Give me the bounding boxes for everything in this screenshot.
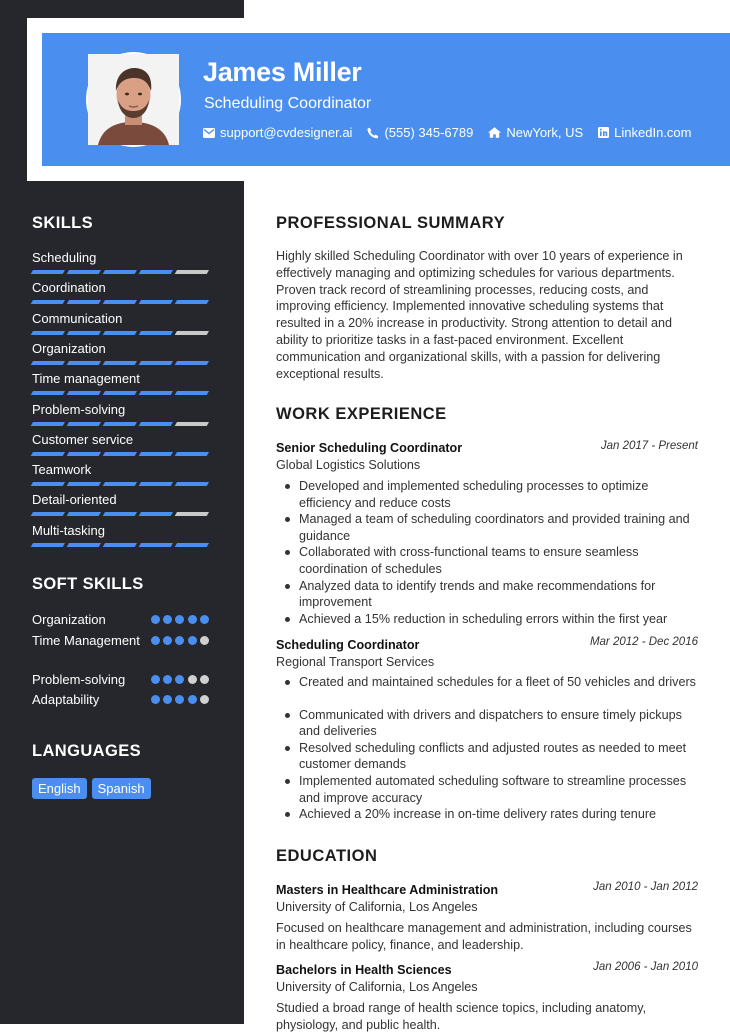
skill-row: [32, 311, 212, 335]
experience-heading: WORK EXPERIENCE: [276, 405, 447, 423]
job-bullet: Achieved a 15% reduction in scheduling errors within the first year: [282, 611, 702, 628]
skill-name: Problem-solving: [32, 401, 126, 417]
degree-title: Bachelors in Health Sciences: [276, 963, 452, 977]
job-bullet: Managed a team of scheduling coordinators and provided training and guidance: [282, 511, 702, 544]
soft-skill-rating: [151, 636, 212, 645]
job-bullet: Implemented automated scheduling software to streamline processes and improve accuracy: [282, 773, 702, 806]
rating-dot: [163, 615, 172, 624]
degree-date: Jan 2006 - Jan 2010: [593, 961, 698, 973]
skill-name: Detail-oriented: [32, 492, 117, 508]
contact-location[interactable]: [488, 125, 583, 140]
skill-level-segment: [139, 543, 173, 547]
languages-heading: LANGUAGES: [32, 742, 142, 760]
skill-row: [32, 432, 212, 456]
job-bullets: [282, 674, 702, 823]
skill-row: [32, 371, 212, 395]
rating-dot: [163, 675, 172, 684]
rating-dot: [151, 615, 160, 624]
rating-dot: [163, 636, 172, 645]
rating-dot: [188, 615, 197, 624]
skill-level-segment: [67, 512, 101, 516]
skill-row: [32, 462, 212, 486]
rating-dot: [151, 636, 160, 645]
skill-level-bar: [32, 452, 212, 456]
summary-text: Highly skilled Scheduling Coordinator with over 10 years of experience in effectively managing and optimizing schedules for various departments. Proven track record of streamlining processes, reducing costs, and improving efficiency. Implemented innovative scheduling systems that resulted in a 20% increase in productivity. Strong attention to detail and ability to prioritize tasks in a fast-paced environment. Excellent communication and organizational skills, with a passion for delivering exceptional results.: [276, 249, 683, 381]
job-bullets: [282, 478, 702, 627]
school-name: University of California, Los Angeles: [276, 980, 478, 994]
soft-skill-row: [32, 632, 212, 649]
skill-level-segment: [103, 543, 137, 547]
soft-skill-name: Organization: [32, 612, 106, 627]
contact-phone[interactable]: [367, 125, 473, 140]
skill-level-bar: [32, 422, 212, 426]
skill-level-segment: [31, 391, 65, 395]
rating-dot: [188, 675, 197, 684]
skill-level-segment: [139, 422, 173, 426]
skill-row: [32, 402, 212, 426]
languages-list: [32, 778, 156, 799]
skill-name: Organization: [32, 340, 106, 356]
skill-level-segment: [175, 361, 209, 365]
skill-name: Customer service: [32, 431, 134, 447]
skill-level-segment: [31, 482, 65, 486]
contact-email[interactable]: [203, 125, 352, 140]
job-bullet: Developed and implemented scheduling processes to optimize efficiency and reduce costs: [282, 478, 702, 511]
skill-level-segment: [139, 300, 173, 304]
home-icon: [488, 127, 501, 138]
job-title: Senior Scheduling Coordinator: [276, 441, 463, 455]
skill-level-segment: [31, 361, 65, 365]
skill-level-segment: [175, 422, 209, 426]
soft-skill-rating: [151, 675, 212, 684]
skill-level-segment: [67, 331, 101, 335]
rating-dot: [175, 636, 184, 645]
soft-skill-name: Problem-solving: [32, 672, 126, 687]
skill-name: Coordination: [32, 280, 106, 296]
candidate-name: James Miller: [203, 57, 362, 87]
rating-dot: [175, 695, 184, 704]
skill-level-segment: [103, 270, 137, 274]
rating-dot: [200, 615, 209, 624]
skills-heading: SKILLS: [32, 214, 94, 232]
skill-level-segment: [31, 270, 65, 274]
rating-dot: [188, 695, 197, 704]
skill-level-segment: [67, 270, 101, 274]
rating-dot: [200, 695, 209, 704]
skill-level-segment: [175, 270, 209, 274]
soft-skill-rating: [151, 695, 212, 704]
soft-skill-name: Adaptability: [32, 692, 100, 707]
skill-level-segment: [67, 391, 101, 395]
skill-level-segment: [103, 452, 137, 456]
skill-level-segment: [103, 391, 137, 395]
skill-level-segment: [175, 300, 209, 304]
skill-level-segment: [103, 300, 137, 304]
skill-level-bar: [32, 270, 212, 274]
soft-skill-row: [32, 691, 212, 708]
rating-dot: [151, 695, 160, 704]
linkedin-icon: [598, 127, 609, 138]
rating-dot: [151, 675, 160, 684]
rating-dot: [200, 636, 209, 645]
skill-level-bar: [32, 482, 212, 486]
soft-skills-heading: SOFT SKILLS: [32, 575, 144, 593]
skill-row: [32, 341, 212, 365]
skill-level-segment: [103, 361, 137, 365]
skill-level-segment: [175, 391, 209, 395]
contact-phone-text: (555) 345-6789: [384, 125, 474, 140]
job-company: Regional Transport Services: [276, 655, 435, 669]
phone-icon: [367, 127, 379, 139]
skill-row: [32, 523, 212, 547]
skill-level-segment: [103, 331, 137, 335]
language-tag: English: [32, 778, 87, 799]
job-date: Jan 2017 - Present: [600, 440, 698, 452]
degree-description: Focused on healthcare management and administration, including courses in healthcare policy, finance, and leadership.: [276, 921, 692, 952]
contact-list: [203, 125, 707, 140]
skill-level-segment: [175, 331, 209, 335]
job-bullet: Communicated with drivers and dispatchers to ensure timely pickups and deliveries: [282, 707, 702, 740]
rating-dot: [175, 615, 184, 624]
rating-dot: [175, 675, 184, 684]
rating-dot: [200, 675, 209, 684]
degree-description: Studied a broad range of health science topics, including anatomy, physiology, and public health.: [276, 1001, 647, 1032]
skill-level-segment: [67, 361, 101, 365]
skill-level-segment: [103, 482, 137, 486]
skill-level-segment: [31, 300, 65, 304]
job-company: Global Logistics Solutions: [276, 458, 421, 472]
skill-level-segment: [139, 391, 173, 395]
skill-name: Time management: [32, 371, 140, 387]
job-bullet: Created and maintained schedules for a fleet of 50 vehicles and drivers: [282, 674, 702, 691]
soft-skill-row: [32, 671, 212, 688]
skill-level-segment: [139, 331, 173, 335]
soft-skill-row: [32, 611, 212, 628]
avatar: [86, 52, 181, 147]
skill-level-segment: [31, 331, 65, 335]
rating-dot: [163, 695, 172, 704]
skill-level-bar: [32, 391, 212, 395]
skill-level-segment: [139, 482, 173, 486]
skill-level-segment: [31, 512, 65, 516]
skill-level-segment: [31, 452, 65, 456]
skill-level-segment: [175, 482, 209, 486]
skill-row: [32, 280, 212, 304]
skill-level-bar: [32, 300, 212, 304]
soft-skill-name: Time Management: [32, 633, 140, 648]
skill-name: Multi-tasking: [32, 522, 105, 538]
job-bullet: Analyzed data to identify trends and make recommendations for improvement: [282, 578, 702, 611]
education-heading: EDUCATION: [276, 847, 378, 865]
skill-level-segment: [175, 512, 209, 516]
school-name: University of California, Los Angeles: [276, 900, 478, 914]
skill-level-bar: [32, 331, 212, 335]
skill-level-segment: [67, 482, 101, 486]
skill-level-segment: [67, 452, 101, 456]
skill-name: Teamwork: [32, 462, 92, 478]
skill-row: [32, 492, 212, 516]
job-date: Mar 2012 - Dec 2016: [589, 636, 698, 648]
rating-dot: [188, 636, 197, 645]
skill-level-bar: [32, 361, 212, 365]
skill-level-segment: [139, 361, 173, 365]
envelope-icon: [203, 128, 215, 138]
skill-row: [32, 250, 212, 274]
contact-linkedin[interactable]: [598, 125, 691, 140]
job-bullet: Collaborated with cross-functional teams to ensure seamless coordination of schedules: [282, 544, 702, 577]
job-title: Scheduling Coordinator: [276, 638, 420, 652]
skill-level-bar: [32, 512, 212, 516]
skill-level-segment: [31, 543, 65, 547]
portrait-icon: [88, 54, 179, 145]
skill-name: Scheduling: [32, 250, 97, 265]
language-tag: Spanish: [92, 778, 151, 799]
contact-linkedin-text: LinkedIn.com: [614, 125, 692, 140]
degree-title: Masters in Healthcare Administration: [276, 883, 499, 897]
skill-level-segment: [175, 543, 209, 547]
skill-level-segment: [67, 300, 101, 304]
skill-level-segment: [175, 452, 209, 456]
skill-level-segment: [103, 512, 137, 516]
skill-level-bar: [32, 543, 212, 547]
summary-heading: PROFESSIONAL SUMMARY: [276, 214, 506, 232]
skill-level-segment: [139, 512, 173, 516]
skill-level-segment: [67, 422, 101, 426]
candidate-role: Scheduling Coordinator: [204, 95, 372, 112]
soft-skill-rating: [151, 615, 212, 624]
skill-level-segment: [103, 422, 137, 426]
contact-email-text: support@cvdesigner.ai: [220, 125, 353, 140]
skill-name: Communication: [32, 310, 123, 326]
skill-level-segment: [139, 452, 173, 456]
degree-date: Jan 2010 - Jan 2012: [593, 881, 698, 893]
skill-level-segment: [139, 270, 173, 274]
job-bullet: Resolved scheduling conflicts and adjusted routes as needed to meet customer demands: [282, 740, 702, 773]
skill-level-segment: [31, 422, 65, 426]
job-bullet: Achieved a 20% increase in on-time delivery rates during tenure: [282, 806, 702, 823]
skill-level-segment: [67, 543, 101, 547]
contact-location-text: NewYork, US: [506, 125, 584, 140]
